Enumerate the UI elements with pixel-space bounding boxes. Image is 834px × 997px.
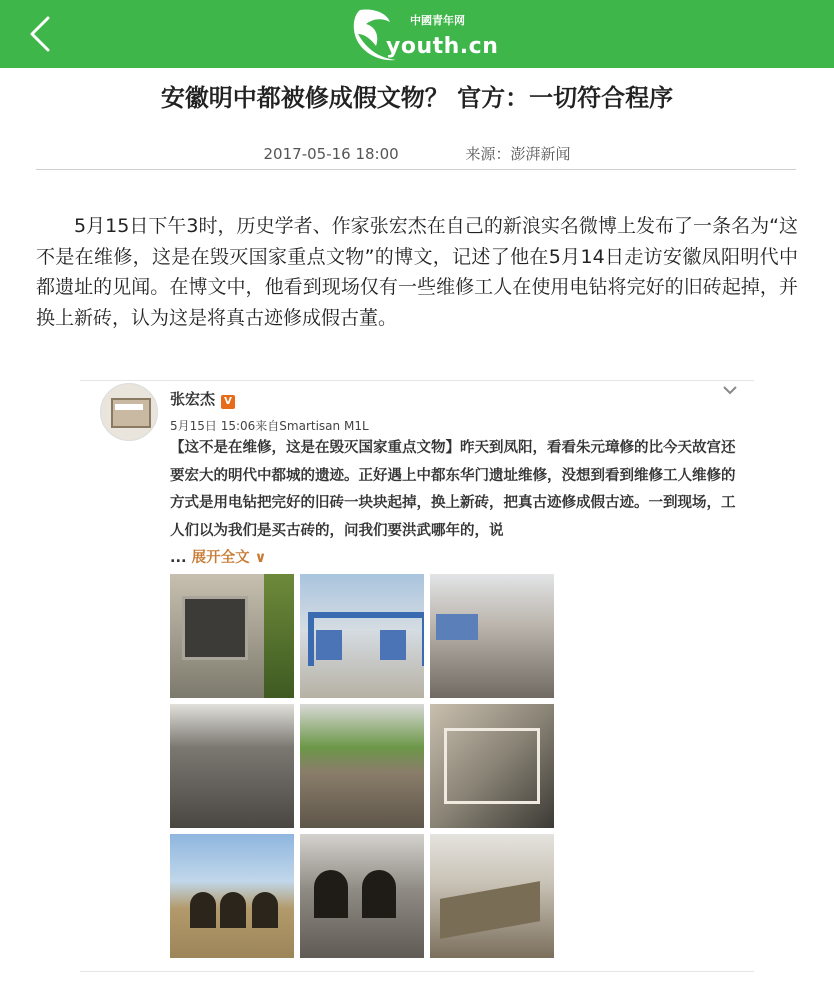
divider — [36, 169, 796, 170]
chevron-left-icon — [22, 14, 62, 54]
photo-6 — [430, 704, 554, 828]
photo-1 — [170, 574, 294, 698]
top-bar — [0, 0, 834, 68]
photo-grid — [170, 574, 554, 958]
weibo-username — [170, 388, 235, 409]
photo-7 — [170, 834, 294, 958]
weibo-text — [170, 435, 740, 573]
chevron-down-icon — [722, 381, 738, 400]
photo-3 — [430, 574, 554, 698]
article-paragraph: 5月15日下午3时，历史学者、作家张宏杰在自己的新浪实名微博上发布了一条名为“这不是在维修，这是在毁灭国家重点文物”的博文，记述了他在5月14日走访安徽凤阳明代中都遗址的见闻。在博文中，他看到现场仅有一些维修工人在使用电钻将完好的旧砖起掉，并换上新砖，认为这是将真古迹修成假古董。 — [36, 215, 798, 329]
weibo-timestamp: 5月15日 15:06来自Smartisan M1L — [170, 419, 369, 433]
photo-8 — [300, 834, 424, 958]
verified-badge-icon: V — [221, 395, 235, 409]
weibo-screenshot — [80, 380, 754, 972]
article-source: 来源：澎湃新闻 — [465, 145, 571, 163]
article-title: 安徽明中都被修成假文物？ 官方：一切符合程序 — [160, 84, 674, 112]
logo-top-text: 中國青年网 — [410, 14, 465, 27]
weibo-text-body: 【这不是在维修，这是在毁灭国家重点文物】昨天到凤阳，看看朱元璋修的比今天故宫还要宏大的明代中都城的遗迹。正好遇上中都东华门遗址维修，没想到看到维修工人维修的方式是用电钻把完好的旧砖一块块起掉，换上新砖，把真古迹修成假古迹。一到现场，工人们以为我们是买古砖的，问我们要洪武哪年的，说 — [170, 440, 736, 539]
article-meta — [0, 143, 834, 164]
site-logo[interactable] — [352, 4, 499, 64]
avatar — [100, 383, 158, 441]
back-button[interactable] — [22, 14, 62, 54]
article-date: 2017-05-16 18:00 — [263, 145, 399, 163]
photo-4 — [170, 704, 294, 828]
weibo-username-text: 张宏杰 — [170, 390, 216, 408]
photo-9 — [430, 834, 554, 958]
logo-main-text: youth.cn — [386, 34, 499, 59]
photo-2 — [300, 574, 424, 698]
ellipsis: ... — [170, 550, 192, 566]
photo-5 — [300, 704, 424, 828]
expand-full-text-link: 展开全文 ∨ — [191, 550, 267, 566]
